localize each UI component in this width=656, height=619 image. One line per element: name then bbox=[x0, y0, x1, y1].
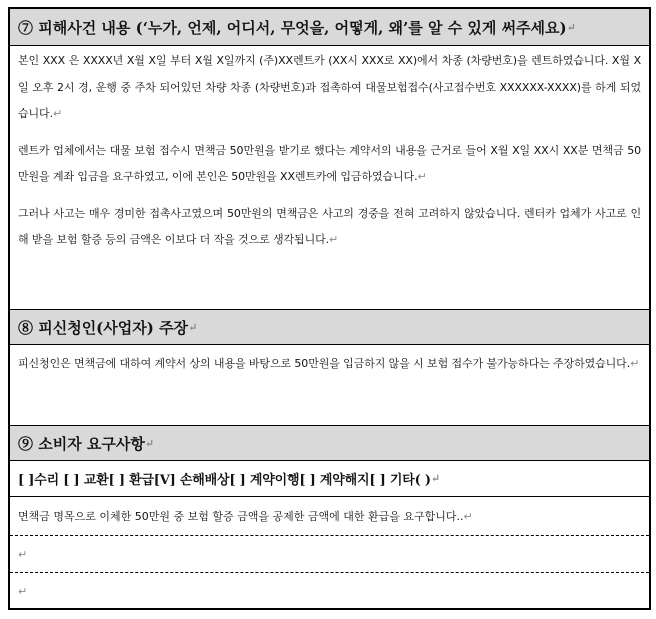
paragraph-mark-icon: ↵ bbox=[329, 233, 339, 246]
paragraph-mark-icon: ↵ bbox=[144, 436, 155, 450]
respondent-paragraph-1: 피신청인은 면책금에 대하여 계약서 상의 내용을 바탕으로 50만원을 입금하지 않을 시 보험 접수가 불가능하다는 주장하였습니다.↵ bbox=[18, 357, 640, 370]
section-respondent-body[interactable] bbox=[10, 345, 649, 425]
paragraph-mark-icon: ↵ bbox=[430, 472, 440, 485]
section-incident-title bbox=[10, 9, 649, 46]
paragraph-mark-icon: ↵ bbox=[417, 170, 427, 183]
incident-paragraph-2: 렌트카 업체에서는 대물 보험 접수시 면책금 50만원을 받기로 했다는 계약서의 내용을 근거로 들어 X월 X일 XX시 XX분 면책금 50만원을 계좌 입금을 요구하였고, 이에 본인은 50만원을 XX렌트카에 입금하였습니다.↵ bbox=[18, 143, 641, 183]
paragraph-mark-icon: ↵ bbox=[463, 509, 473, 523]
incident-paragraph-3: 그러나 사고는 매우 경미한 접촉사고였으며 50만원의 면책금은 사고의 경중을 전혀 고려하지 않았습니다. 렌터카 업체가 사고로 인해 받을 보험 할증 등의 금액은 이보다 더 작을 것으로 생각됩니다.↵ bbox=[18, 206, 641, 246]
section-incident-body[interactable] bbox=[10, 46, 649, 309]
demand-options-row[interactable] bbox=[10, 461, 649, 497]
paragraph-mark-icon: ↵ bbox=[630, 357, 640, 370]
demand-request-text: 면책금 명목으로 이체한 50만원 중 보험 할증 금액을 공제한 금액에 대한 환급을 요구합니다.. bbox=[18, 510, 464, 523]
section-demands-title bbox=[10, 425, 649, 461]
section-demands-title-text: ⑨ 소비자 요구사항 bbox=[18, 434, 145, 453]
section-respondent-title bbox=[10, 309, 649, 345]
section-incident-title-text: ⑦ 피해사건 내용 (‘누가, 언제, 어디서, 무엇을, 어떻게, 왜’를 알 수 있게 써주세요) bbox=[18, 18, 567, 37]
paragraph-mark-icon: ↵ bbox=[52, 107, 63, 120]
empty-row-1[interactable] bbox=[10, 536, 649, 573]
empty-row-2[interactable] bbox=[10, 573, 649, 610]
demand-options-text: [ ]수리 [ ] 교환[ ] 환급[V] 손해배상[ ] 계약이행[ ] 계약해지[ ] 기타( ) bbox=[18, 473, 431, 488]
paragraph-mark-icon: ↵ bbox=[18, 585, 28, 598]
paragraph-mark-icon: ↵ bbox=[566, 20, 576, 34]
section-respondent-title-text: ⑧ 피신청인(사업자) 주장 bbox=[18, 318, 189, 337]
incident-paragraph-1: 본인 XXX 은 XXXX년 X월 X일 부터 X월 X일까지 (주)XX렌트카 (XX시 XXX로 XX)에서 차종 (차량번호)을 렌트하였습니다. X월 X일 오후 2시 경, 운행 중 주차 되어있던 차량 차종 (차량번호)과 접촉하여 대물보험접수(사고접수번호 XXXXXX-XXXX)를 하게 되었습니다.↵ bbox=[18, 54, 641, 120]
paragraph-mark-icon: ↵ bbox=[188, 320, 198, 334]
demand-request-row[interactable] bbox=[10, 497, 649, 536]
complaint-form bbox=[8, 7, 651, 610]
paragraph-mark-icon: ↵ bbox=[18, 547, 28, 561]
